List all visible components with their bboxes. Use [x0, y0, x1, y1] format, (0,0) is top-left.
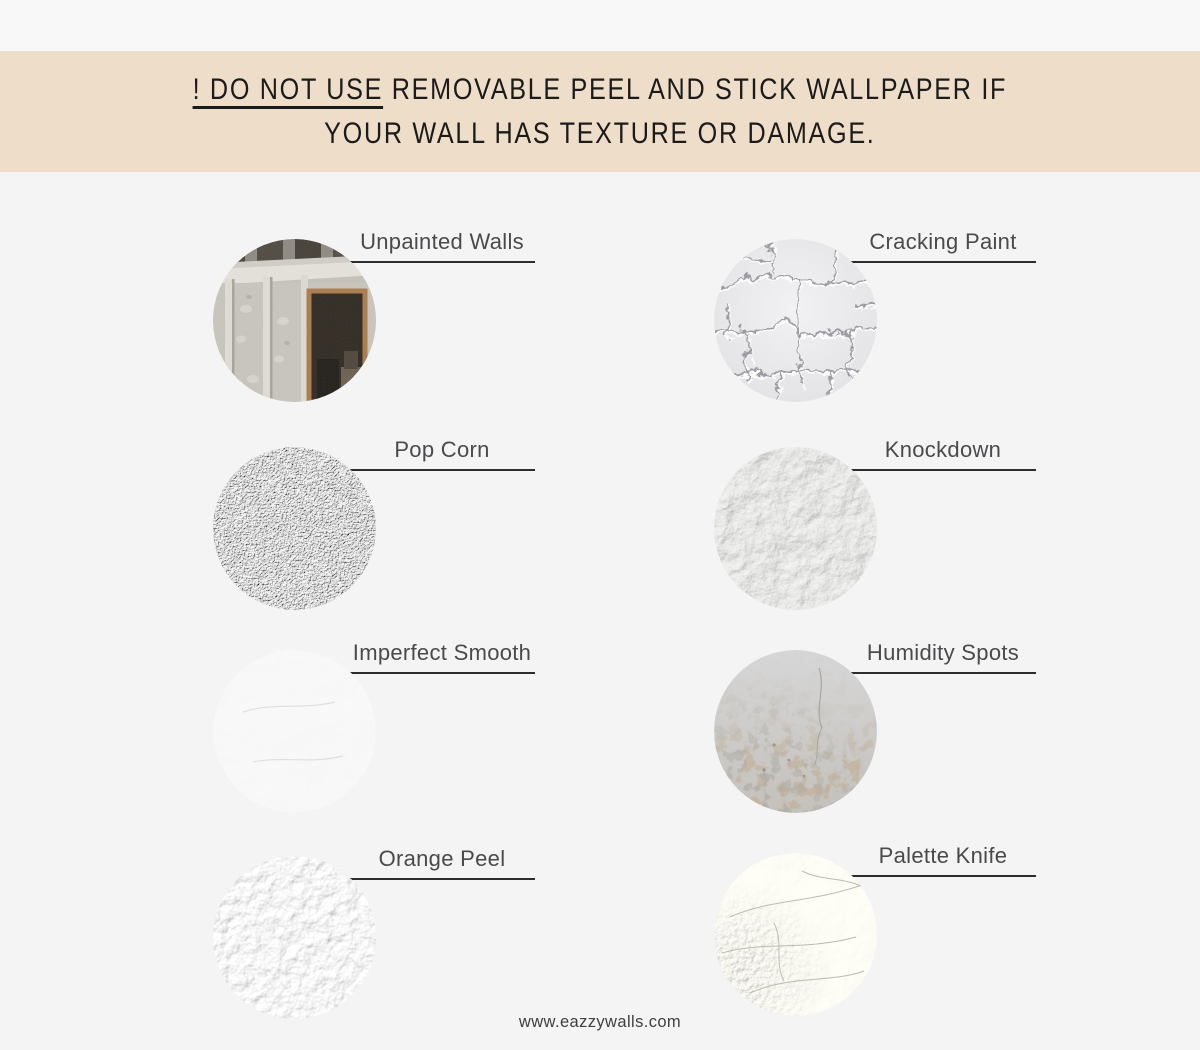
humidity-spots-photo	[714, 650, 877, 813]
texture-label: Imperfect Smooth	[349, 640, 535, 674]
texture-item-unpainted-walls	[213, 229, 535, 419]
texture-item-orange-peel	[213, 846, 535, 1036]
texture-item-pop-corn	[213, 437, 535, 627]
texture-label: Humidity Spots	[850, 640, 1036, 674]
top-strip	[0, 0, 1200, 51]
pop-corn-photo	[213, 447, 376, 610]
unpainted-walls-photo	[213, 239, 376, 402]
imperfect-smooth-photo	[213, 650, 376, 813]
texture-item-knockdown	[714, 437, 1036, 627]
orange-peel-photo	[213, 856, 376, 1019]
texture-item-cracking-paint	[714, 229, 1036, 419]
texture-label: Pop Corn	[349, 437, 535, 471]
texture-label: Cracking Paint	[850, 229, 1036, 263]
cracking-paint-photo	[714, 239, 877, 402]
palette-knife-photo	[714, 853, 877, 1016]
texture-label: Palette Knife	[850, 843, 1036, 877]
warning-heading	[193, 68, 1008, 156]
texture-item-imperfect-smooth	[213, 640, 535, 830]
knockdown-photo	[714, 447, 877, 610]
texture-label: Orange Peel	[349, 846, 535, 880]
warning-line2: YOUR WALL HAS TEXTURE OR DAMAGE.	[324, 116, 876, 150]
warning-underlined-text: ! DO NOT USE	[192, 72, 384, 106]
texture-label: Knockdown	[850, 437, 1036, 471]
warning-line1	[193, 68, 1008, 112]
warning-line1-rest: REMOVABLE PEEL AND STICK WALLPAPER IF	[383, 72, 1008, 106]
warning-banner	[0, 51, 1200, 172]
texture-label: Unpainted Walls	[349, 229, 535, 263]
texture-item-humidity-spots	[714, 640, 1036, 830]
website-url: www.eazzywalls.com	[518, 1013, 682, 1031]
texture-item-palette-knife	[714, 843, 1036, 1033]
